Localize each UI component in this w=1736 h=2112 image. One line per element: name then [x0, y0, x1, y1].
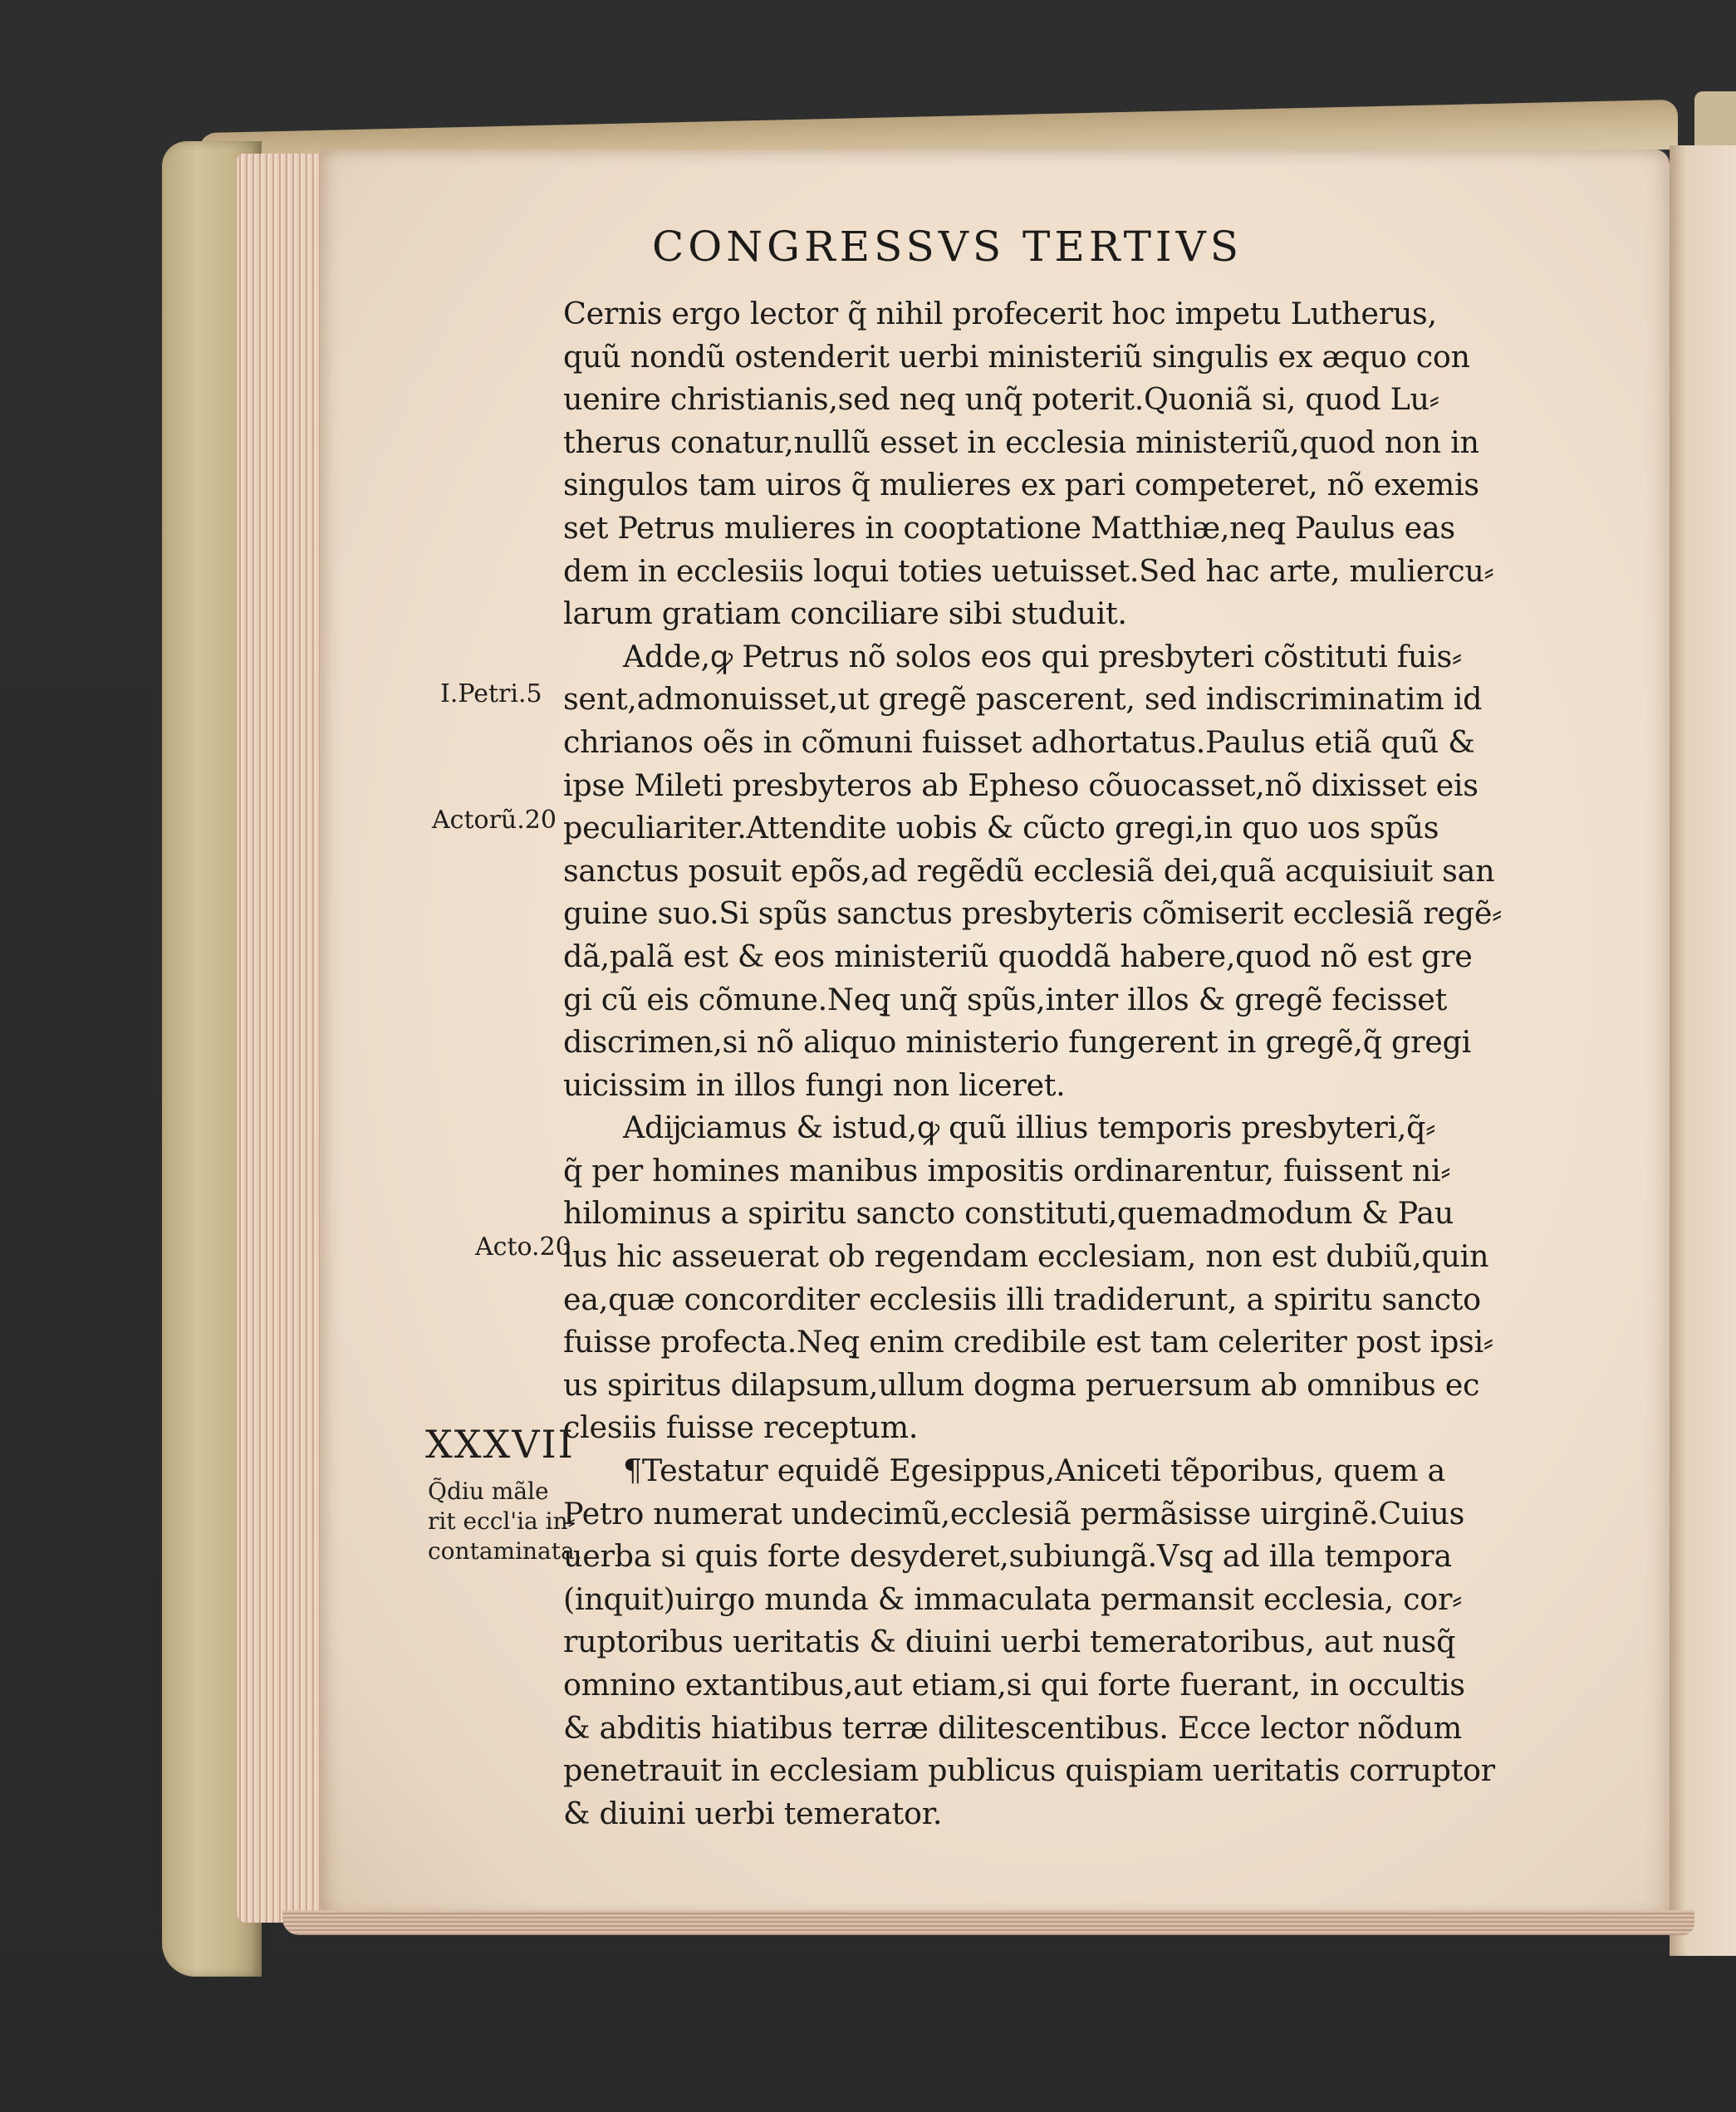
text-line: discrimen,si nõ aliquo ministerio fungerent in gregẽ,q̃ gregi	[563, 1024, 1471, 1061]
text-line: gi cũ eis cõmune.Neq̧ unq̃ spũs,inter illos & gregẽ fecisset	[563, 981, 1447, 1017]
margin-note-actorum: Actorũ.20	[432, 806, 557, 835]
text-line: dem in ecclesiis loqui toties uetuisset.Sed hac arte, muliercu⸗	[563, 552, 1494, 589]
text-line: uicissim in illos fungi non liceret.	[563, 1066, 1066, 1103]
text-line: lus hic asseuerat ob regendam ecclesiam, non est dubiũ,quin	[563, 1238, 1489, 1275]
text-line: q̃ per homines manibus impositis ordinarentur, fuissent ni⸗	[563, 1152, 1451, 1188]
text-line: (inquit)uirgo munda & immaculata permansit ecclesia, cor⸗	[563, 1580, 1462, 1617]
text-line: Adĳciamus & istud,ꝙ quũ illius temporis presbyteri,q̃⸗	[623, 1110, 1436, 1146]
text-line: hilominus a spiritu sancto constituti,quemadmodum & Pau	[563, 1195, 1454, 1232]
side-gloss-line: contaminata.	[428, 1537, 582, 1565]
side-gloss-line: rit eccl'ia in⸗	[428, 1507, 576, 1535]
text-line: sent,admonuisset,ut gregẽ pascerent, sed indiscriminatim id	[563, 681, 1483, 718]
margin-note-acto: Acto.20	[475, 1232, 571, 1262]
text-line: Petro numerat undecimũ,ecclesiã permãsisse uirginẽ.Cuius	[563, 1495, 1465, 1531]
text-line: chrianos oẽs in cõmuni fuisset adhortatus.Paulus etiã quũ &	[563, 723, 1475, 760]
text-line: uerba si quis forte desyderet,subiungã.Vsq̧ ad illa tempora	[563, 1538, 1452, 1575]
text-line: quũ nondũ ostenderit uerbi ministeriũ singulis ex æquo con	[563, 338, 1470, 375]
text-line: & abditis hiatibus terræ dilitescentibus. Ecce lector nõdum	[563, 1709, 1462, 1746]
text-line: set Petrus mulieres in cooptatione Matthiæ,neq̧ Paulus eas	[563, 509, 1455, 546]
text-line: clesiis fuisse receptum.	[563, 1409, 919, 1446]
body-text	[563, 292, 1560, 1835]
text-line: larum gratiam conciliare sibi studuit.	[563, 595, 1127, 632]
text-line: fuisse profecta.Neq̧ enim credibile est tam celeriter post ipsi⸗	[563, 1324, 1493, 1360]
text-line: therus conatur,nullũ esset in ecclesia ministeriũ,quod non in	[563, 424, 1479, 460]
text-line: & diuini uerbi temerator.	[563, 1795, 943, 1831]
text-line: guine suo.Si spũs sanctus presbyteris cõmiserit ecclesiã regẽ⸗	[563, 895, 1502, 932]
text-line: Adde,ꝙ Petrus nõ solos eos qui presbyteri cõstituti fuis⸗	[623, 638, 1462, 674]
text-line: penetrauit in ecclesiam publicus quispiam ueritatis corruptor	[563, 1752, 1495, 1789]
side-gloss	[428, 1477, 582, 1566]
text-line: omnino extantibus,aut etiam,si qui forte fuerant, in occultis	[563, 1667, 1465, 1703]
text-line: Cernis ergo lector q̃ nihil profecerit hoc impetu Lutherus,	[563, 296, 1437, 331]
text-line: dã,palã est & eos ministeriũ quoddã habere,quod nõ est gre	[563, 938, 1473, 974]
text-line: uenire christianis,sed neq̧ unq̃ poterit.Quoniã si, quod Lu⸗	[563, 381, 1439, 418]
running-head: CONGRESSVS TERTIVS	[652, 223, 1243, 271]
chapter-number: XXXVII	[425, 1422, 575, 1467]
text-line: ea,quæ concorditer ecclesiis illi tradiderunt, a spiritu sancto	[563, 1281, 1481, 1317]
side-gloss-line: Q̃diu mãle	[428, 1477, 549, 1505]
text-line: ruptoribus ueritatis & diuini uerbi temeratoribus, aut nusq̃	[563, 1624, 1456, 1660]
margin-note-petri: I.Petri.5	[440, 679, 542, 708]
text-line: peculiariter.Attendite uobis & cũcto gregi,in quo uos spũs	[563, 810, 1439, 846]
text-line: us spiritus dilapsum,ullum dogma peruersum ab omnibus ec	[563, 1366, 1480, 1403]
text-line: ¶Testatur equidẽ Egesippus,Aniceti tẽporibus, quem a	[623, 1453, 1445, 1489]
text-line: singulos tam uiros q̃ mulieres ex pari competeret, nõ exemis	[563, 467, 1479, 503]
text-line: sanctus posuit epõs,ad regẽdũ ecclesiã dei,quã acquisiuit san	[563, 852, 1495, 889]
text-line: ipse Mileti presbyteros ab Epheso cõuocasset,nõ dixisset eis	[563, 767, 1479, 803]
